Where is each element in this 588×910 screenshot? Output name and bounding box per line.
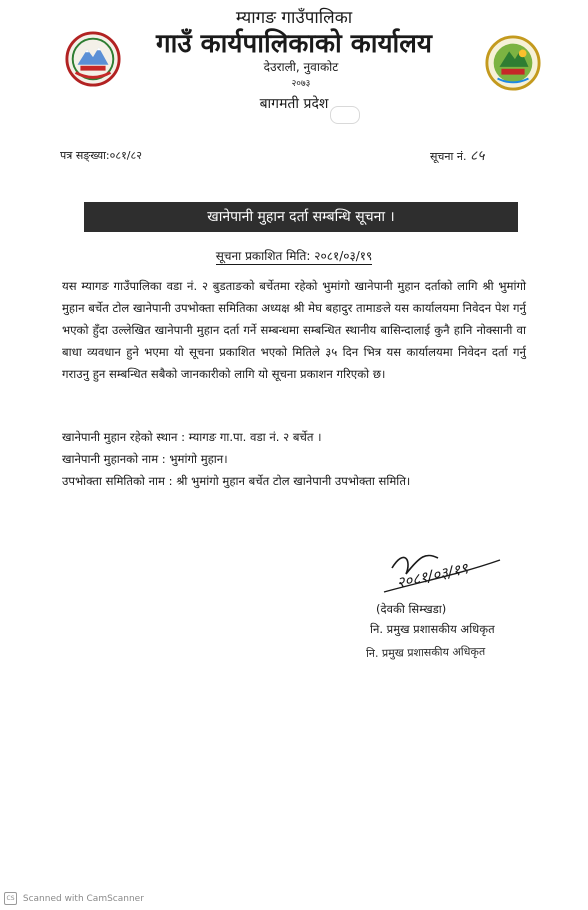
notice-number	[430, 146, 485, 165]
official-stamp-text: नि. प्रमुख प्रशासकीय अधिकृत	[365, 644, 486, 661]
municipality-name: म्यागङ गाउँपालिका	[235, 8, 353, 28]
detail-committee-name: उपभोक्ता समितिको नाम : श्री भुमांगो मुहान बर्चेत टोल खानेपानी उपभोक्ता समिति।	[62, 474, 411, 488]
published-date	[0, 247, 588, 264]
signatory-name: (देवकी सिम्खडा)	[376, 602, 447, 616]
notice-body: यस म्यागङ गाउँपालिका वडा नं. २ बुडताङको बर्चेतमा रहेको भुमांगो खानेपानी मुहान दर्ताको लागि श्री भुमांगो मुहान बर्चेत टोल खानेपानी उपभोक्ता समितिका अध्यक्ष श्री मेघ बहादुर तामाङले यस कार्यालयमा निवेदन पेश गर्नु भएको हुँदा उल्लेखित खानेपानी मुहान दर्ता गर्ने सम्बन्धमा सम्बन्धित स्थानीय बासिन्दालाई कुनै हानि नोक्सानी वा बाधा व्यवधान हुने भएमा यो सूचना प्रकाशित भएको मितिले ३५ दिन भित्र यस कार्यालयमा निवेदन दर्ता गर्नु गराउनु हुन सम्बन्धित सबैको जानकारीको लागि यो सूचना प्रकाशन गरिएको छ।	[62, 279, 526, 381]
scanner-text: Scanned with CamScanner	[22, 894, 144, 904]
faint-stamp-mark	[330, 106, 360, 124]
detail-source-name: खानेपानी मुहानको नाम : भुमांगो मुहान।	[62, 452, 228, 466]
notice-number-value: ८५	[469, 148, 485, 164]
detail-location: खानेपानी मुहान रहेको स्थान : म्यागङ गा.पा. वडा नं. २ बर्चेत ।	[62, 430, 322, 444]
handwritten-date: २०८१/०३/१९	[395, 559, 470, 592]
letter-number: पत्र सङ्ख्या:०८१/८२	[60, 149, 142, 162]
camscanner-icon: CS	[4, 892, 17, 905]
notice-title-banner: खानेपानी मुहान दर्ता सम्बन्धि सूचना ।	[84, 202, 518, 232]
published-date-text: सूचना प्रकाशित मिति: २०८१/०३/१९	[215, 249, 373, 263]
scanner-watermark	[4, 892, 144, 905]
established-year: २०७३	[291, 79, 311, 89]
signature-mark	[380, 538, 504, 596]
notice-number-label: सूचना नं.	[430, 150, 467, 163]
office-name: गाउँ कार्यपालिकाको कार्यालय	[156, 29, 432, 59]
office-address: देउराली, नुवाकोट	[263, 60, 339, 74]
signatory-title: नि. प्रमुख प्रशासकीय अधिकृत	[370, 622, 495, 636]
province-name: बागमती प्रदेश	[259, 96, 329, 112]
